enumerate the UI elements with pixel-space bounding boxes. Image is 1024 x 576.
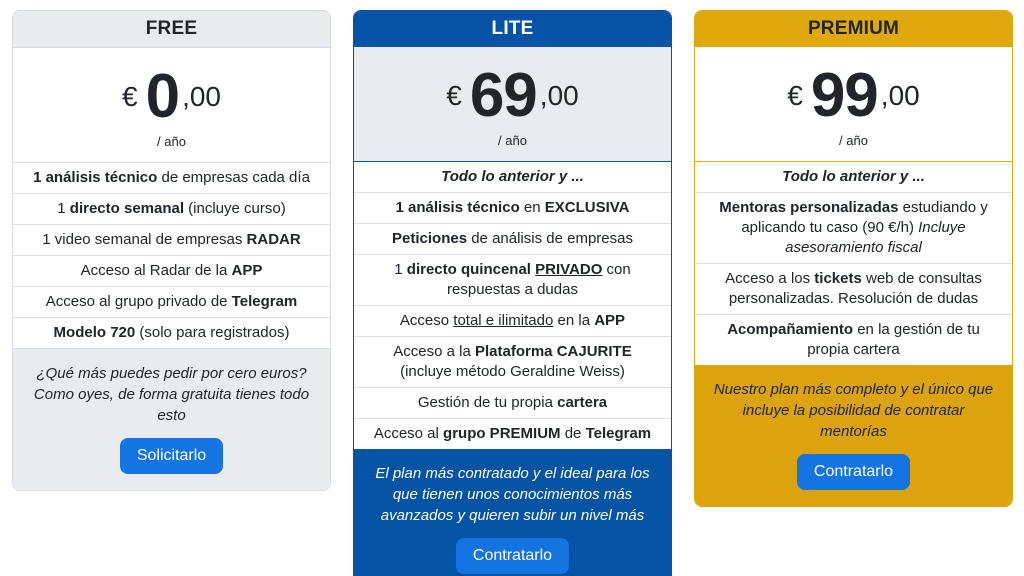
- currency-symbol: €: [787, 80, 803, 111]
- feature-row: 1 video semanal de empresas RADAR: [13, 224, 330, 255]
- billing-period: / año: [157, 134, 186, 149]
- feature-row: Acceso al grupo privado de Telegram: [13, 286, 330, 317]
- feature-row: Acceso al grupo PREMIUM de Telegram: [354, 418, 671, 449]
- plan-title-lite: LITE: [354, 11, 671, 47]
- feature-row: Peticiones de análisis de empresas: [354, 223, 671, 254]
- plan-footer-premium: [695, 365, 1012, 506]
- price-box-free: [13, 48, 330, 163]
- feature-list-free: [13, 163, 330, 348]
- price-box-lite: [354, 47, 671, 162]
- feature-list-lite: [354, 162, 671, 449]
- plan-title-free: FREE: [13, 11, 330, 48]
- feature-row: Acceso al Radar de la APP: [13, 255, 330, 286]
- plan-note-free: ¿Qué más puedes pedir por cero euros? Como oyes, de forma gratuita tienes todo esto: [33, 365, 310, 424]
- plan-note-premium: Nuestro plan más completo y el único que incluye la posibilidad de contratar mentorías: [713, 381, 994, 440]
- feature-row: 1 directo quincenal PRIVADO con respuestas a dudas: [354, 254, 671, 305]
- premium-subscribe-button[interactable]: Contratarlo: [797, 454, 910, 490]
- price-amount: 0: [145, 62, 180, 131]
- plan-title-premium: PREMIUM: [695, 11, 1012, 47]
- plan-footer-lite: [354, 449, 671, 576]
- plan-card-premium: [694, 10, 1013, 507]
- plan-card-lite: [353, 10, 672, 576]
- feature-row: Modelo 720 (solo para registrados): [13, 317, 330, 348]
- billing-period: / año: [839, 133, 868, 148]
- feature-list-premium: [695, 162, 1012, 365]
- price-line: [695, 63, 1012, 129]
- free-request-button[interactable]: Solicitarlo: [120, 438, 223, 474]
- billing-period: / año: [498, 133, 527, 148]
- feature-row: Todo lo anterior y ...: [782, 168, 925, 185]
- price-line: [354, 63, 671, 129]
- price-box-premium: [695, 47, 1012, 162]
- feature-row: Mentoras personalizadas estudiando y aplicando tu caso (90 €/h) Incluye asesoramiento fiscal: [695, 192, 1012, 263]
- feature-row: 1 análisis técnico en EXCLUSIVA: [354, 192, 671, 223]
- currency-symbol: €: [122, 81, 138, 112]
- feature-row: Acceso total e ilimitado en la APP: [354, 305, 671, 336]
- price-decimals: ,00: [182, 81, 221, 112]
- price-decimals: ,00: [539, 80, 579, 111]
- currency-symbol: €: [446, 80, 462, 111]
- feature-row: Gestión de tu propia cartera: [354, 387, 671, 418]
- price-amount: 69: [469, 61, 537, 130]
- lite-subscribe-button[interactable]: Contratarlo: [456, 538, 569, 574]
- price-decimals: ,00: [880, 80, 920, 111]
- feature-row: Acceso a los tickets web de consultas personalizadas. Resolución de dudas: [695, 263, 1012, 314]
- plan-note-lite: El plan más contratado y el ideal para los que tienen unos conocimientos más avanzados y quieren subir un nivel más: [375, 465, 650, 524]
- feature-row: Acompañamiento en la gestión de tu propia cartera: [695, 314, 1012, 365]
- feature-row: 1 análisis técnico de empresas cada día: [33, 169, 310, 186]
- price-line: [13, 64, 330, 130]
- feature-row: Acceso a la Plataforma CAJURITE (incluye método Geraldine Weiss): [354, 336, 671, 387]
- feature-row: Todo lo anterior y ...: [441, 168, 584, 185]
- price-amount: 99: [810, 61, 878, 130]
- plan-card-free: [12, 10, 331, 491]
- feature-row: 1 directo semanal (incluye curso): [13, 193, 330, 224]
- plan-footer-free: [13, 348, 330, 490]
